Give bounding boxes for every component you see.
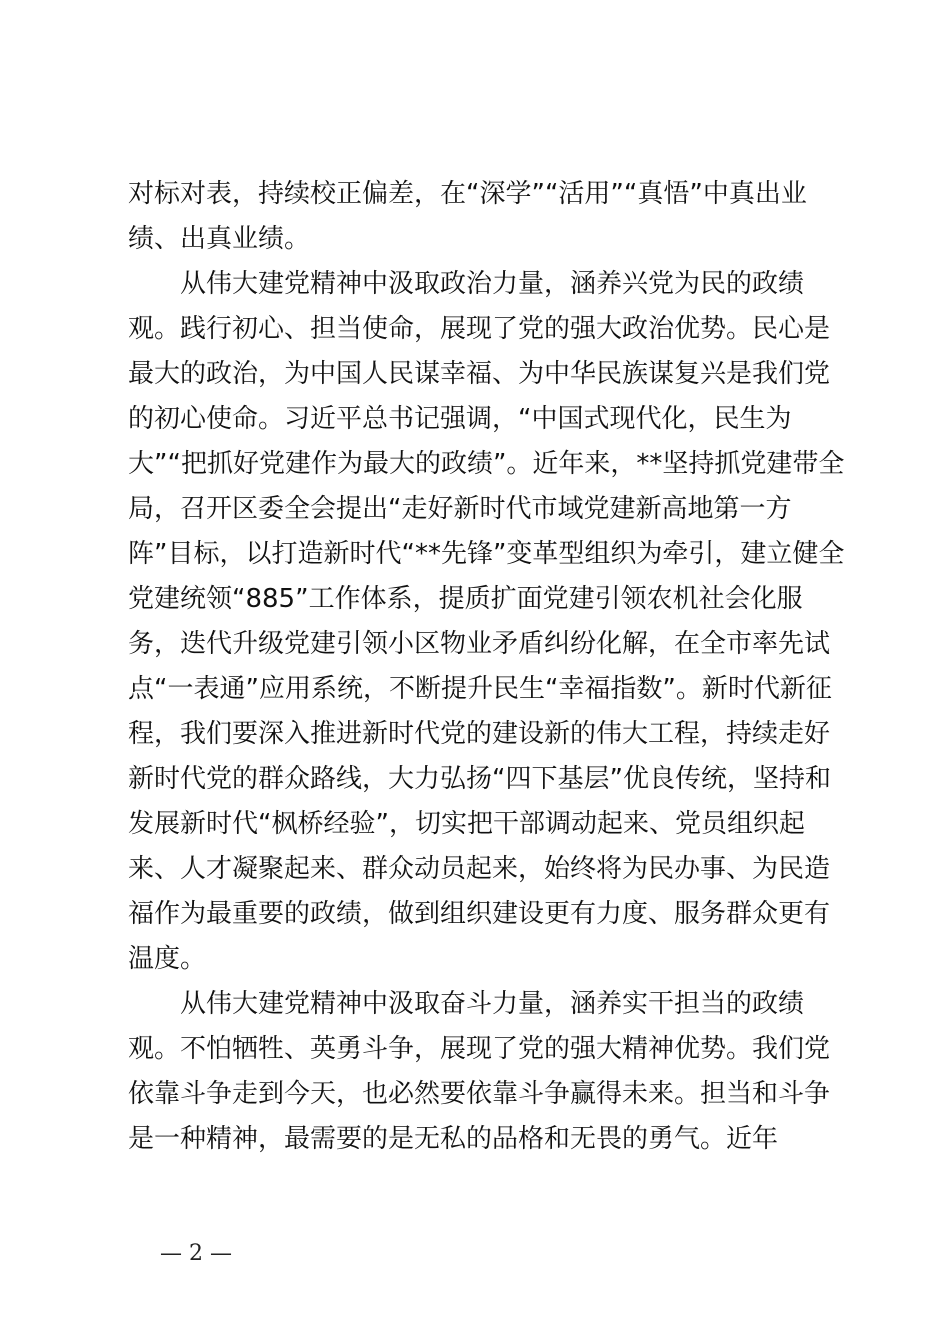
body-line-20: 观。不怕牺牲、英勇斗争，展现了党的强大精神优势。我们党 [128, 1034, 831, 1064]
body-line-2: 绩、出真业绩。 [128, 224, 311, 254]
body-line-10: 党建统领“885”工作体系，提质扩面党建引领农机社会化服 [128, 584, 803, 614]
body-line-16: 来、人才凝聚起来、群众动员起来，始终将为民办事、为民造 [128, 854, 831, 884]
body-line-5: 最大的政治，为中国人民谋幸福、为中华民族谋复兴是我们党 [128, 359, 831, 389]
body-line-13: 程，我们要深入推进新时代党的建设新的伟大工程，持续走好 [128, 719, 831, 749]
body-line-9: 阵”目标，以打造新时代“**先锋”变革型组织为牵引，建立健全 [128, 539, 845, 569]
body-line-7: 大”“把抓好党建作为最大的政绩”。近年来，**坚持抓党建带全 [128, 449, 845, 479]
body-line-6: 的初心使命。习近平总书记强调，“中国式现代化，民生为 [128, 404, 792, 434]
paragraph-2-line-1: 从伟大建党精神中汲取政治力量，涵养兴党为民的政绩 [180, 269, 805, 299]
body-line-8: 局，召开区委全会提出“走好新时代市域党建新高地第一方 [128, 494, 792, 524]
body-line-18: 温度。 [128, 944, 207, 974]
body-line-14: 新时代党的群众路线，大力弘扬“四下基层”优良传统，坚持和 [128, 764, 831, 794]
body-line-4: 观。践行初心、担当使命，展现了党的强大政治优势。民心是 [128, 314, 831, 344]
body-line-12: 点“一表通”应用系统，不断提升民生“幸福指数”。新时代新征 [128, 674, 832, 704]
page-number: — 2 — [160, 1241, 232, 1266]
body-line-1: 对标对表，持续校正偏差，在“深学”“活用”“真悟”中真出业 [128, 179, 807, 209]
body-line-21: 依靠斗争走到今天，也必然要依靠斗争赢得未来。担当和斗争 [128, 1079, 831, 1109]
body-line-11: 务，迭代升级党建引领小区物业矛盾纠纷化解，在全市率先试 [128, 629, 831, 659]
body-line-15: 发展新时代“枫桥经验”，切实把干部调动起来、党员组织起 [128, 809, 805, 839]
paragraph-3-line-1: 从伟大建党精神中汲取奋斗力量，涵养实干担当的政绩 [180, 989, 805, 1019]
body-line-22: 是一种精神，最需要的是无私的品格和无畏的勇气。近年 [128, 1124, 779, 1154]
body-line-17: 福作为最重要的政绩，做到组织建设更有力度、服务群众更有 [128, 899, 831, 929]
